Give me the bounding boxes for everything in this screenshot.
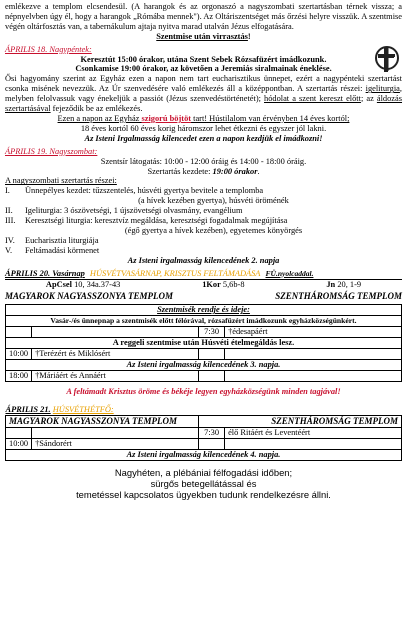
sunday-heading: ÁPRILIS 20. Vasárnap HÚSVÉTVASÁRNAP, KRISZTUS FELTÁMADÁSA FÜ.nyolcaddal. bbox=[5, 269, 402, 281]
saturday-part-item: I. Ünnepélyes kezdet: tűzszentelés, húsvéti gyertya bevitele a templomba bbox=[5, 186, 264, 196]
saturday-parts-list bbox=[5, 186, 402, 255]
sunday-churches: MAGYAROK NAGYASSZONYA TEMPLOM SZENTHÁROMSÁG TEMPLOM bbox=[5, 291, 402, 302]
fasting-note: Ezen a napon az Egyház szigorú böjtöt tart! Hústilalom van érvényben 14 éves kortól; bbox=[57, 113, 350, 123]
monday-mass-table: ÁPRILIS 21. HÚSVÉTHÉTFŐ: MAGYAROK NAGYASSZONYA TEMPLOM SZENTHÁROMSÁG TEMPLOM 7:30 élő Ritáért és Leventéért 10:00 †Sándorért Az Isteni irgalmasság kilencedének 4. napja. bbox=[5, 405, 402, 461]
sunday-mass-table: Szentmisék rendje és ideje: Vasár-/és ünnepnap a szentmisék előtt félórával, rózsafüzért imádkozunk egyházközségünkért. 7:30 †édesapáért A reggeli szentmise után Húsvéti ételmegáldás lesz. 10:00 †Terézért és Miklósért Az Isteni irgalmasság kilencedének 3. napja. 18:00 †Máriáért és Annáért bbox=[5, 304, 402, 382]
saturday-parts-title: A nagyszombati szertartás részei: bbox=[5, 176, 117, 186]
after-mass-note: Szentmise után virrasztás! bbox=[156, 31, 251, 41]
friday-stations: Keresztút 15:00 órakor, utána Szent Sebek Rózsafüzért imádkozunk. bbox=[80, 54, 327, 64]
friday-body: Ősi hagyomány szerint az Egyház ezen a napon nem tart eucharisztikus ünnepet, ezért a nagypénteki szertartást csonka misének nevezzük. Az Úr szenvedésére való emlékezés áll a középpontban. A szertartás részei: igeliturgia, melyben felolvassuk vagy énekeljük a passiót (Jézus szenvedéstörténetét); hódolat a szent kereszt előtt; az áldozás szertartásával fejeződik be az emlékezés. bbox=[5, 74, 403, 114]
saturday-novena: Az Isteni irgalmasság kilencedének 2. napja bbox=[127, 255, 280, 265]
saturday-date: ÁPRILIS 19. Nagyszombat: bbox=[5, 146, 98, 156]
friday-novena: Az Isteni Irgalmasság kilencedet ezen a napon kezdjük el imádkozni! bbox=[84, 133, 323, 143]
saturday-part-item: V. Feltámadási körmenet bbox=[5, 245, 100, 255]
easter-blessing: A feltámadt Krisztus öröme és békéje legyen egyházközségünk minden tagjával! bbox=[66, 386, 341, 396]
sunday-section bbox=[5, 269, 402, 397]
monday-section bbox=[5, 405, 402, 461]
saturday-mass: Szertartás kezdete: 19:00 órakor. bbox=[147, 166, 260, 176]
friday-section bbox=[5, 45, 402, 144]
saturday-part-item: (égő gyertya a hívek kezében), egyetemes könyörgés bbox=[124, 225, 303, 235]
friday-mass: Csonkamise 19:00 órakor, az követően a Jeremiás siralmainak éneklése. bbox=[75, 64, 332, 74]
saturday-section bbox=[5, 147, 402, 266]
footer-note: Nagyhéten, a plébániai félfogadási időben; sürgős betegellátással és temetéssel kapcsolatos ügyekben tudunk rendelkezésre állni. bbox=[76, 466, 331, 501]
fasting-note-2: 18 éves kortól 60 éves korig háromszor lehet étkezni és egyszer jól lakni. bbox=[80, 123, 327, 133]
saturday-part-item: IV. Eucharisztia liturgiája bbox=[5, 235, 99, 245]
intro-paragraph: emlékezve a templom elcsendesül. (A harangok és az orgonaszó a nagyszombati szertartásban térnek vissza; a népnyelvben úgy él, hogy a harangok „Rómába mennek"). Az Oltáriszentséget más őrzési helyre visszük. A szentmise végén oltárfosztás van, a tabernákulum ajtaja nyitva marad utalván Jézus elfogatására. bbox=[5, 2, 402, 31]
sunday-readings: ApCsel 10, 34a.37-43 1Kor 5,6b-8 Jn 20, 1-9 bbox=[45, 280, 362, 290]
tomb-visit: Szentsír látogatás: 10:00 - 12:00 óráig és 14:00 - 18:00 óráig. bbox=[100, 156, 307, 166]
saturday-part-item: III. Keresztségi liturgia: keresztvíz megáldása, keresztségi fogadalmak megújítása bbox=[5, 216, 288, 226]
saturday-part-item: II. Igeliturgia: 3 ószövetségi, 1 újszövetségi olvasmány, evangélium bbox=[5, 206, 243, 216]
candle-cross-icon bbox=[370, 45, 404, 73]
friday-date: ÁPRILIS 18. Nagypéntek: bbox=[5, 44, 92, 54]
saturday-part-item: (a hívek kezében gyertya), húsvéti öröménék bbox=[138, 196, 289, 206]
